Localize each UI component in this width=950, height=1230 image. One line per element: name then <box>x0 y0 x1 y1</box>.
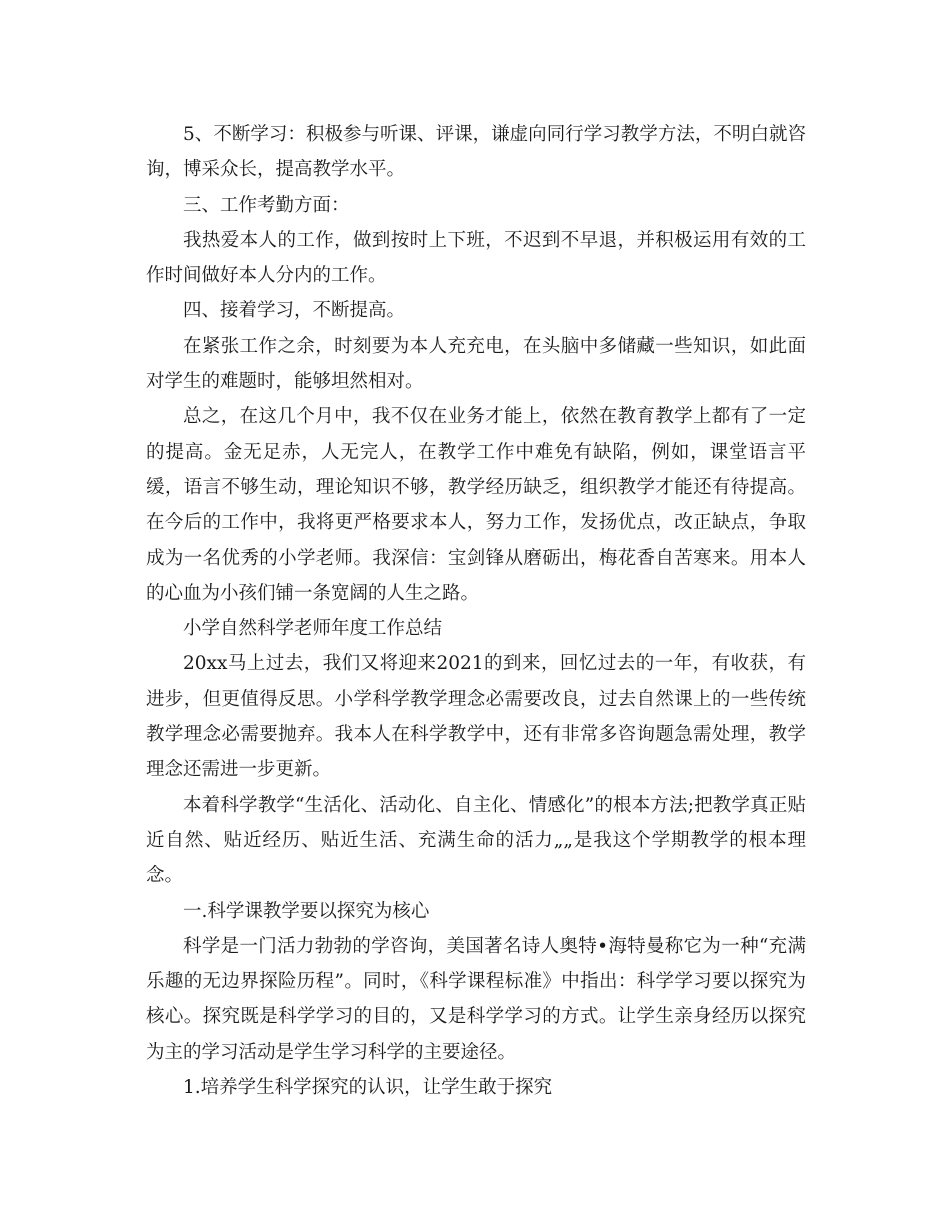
paragraph-teaching-philosophy: 本着科学教学“生活化、活动化、自主化、情感化”的根本方法;把教学真正贴近自然、贴近经历、贴近生活、充满生命的活力„„是我这个学期教学的根本理念。 <box>146 794 806 887</box>
section-title: 小学自然科学老师年度工作总结 <box>183 618 443 640</box>
heading-continue-learning: 四、接着学习，不断提高。 <box>183 300 406 322</box>
paragraph-recharge: 在紧张工作之余，时刻要为本人充充电，在头脑中多储藏一些知识，如此面对学生的难题时，能够坦然相对。 <box>146 335 806 393</box>
paragraph-science-inquiry: 科学是一门活力勃勃的学咨询，美国著名诗人奥特•海特曼称它为一种“充满乐趣的无边界探险历程”。同时，《科学课程标准》中指出：科学学习要以探究为核心。探究既是科学学习的目的，又是科学学习的方式。让学生亲身经历以探究为主的学习活动是学生学习科学的主要途径。 <box>146 935 806 1063</box>
paragraph-learning-item-5: 5、不断学习：积极参与听课、评课，谦虚向同行学习教学方法，不明白就咨询，博采众长，提高教学水平。 <box>146 124 806 181</box>
paragraph-summary: 总之，在这几个月中，我不仅在业务才能上，依然在教育教学上都有了一定的提高。金无足赤，人无完人，在教学工作中难免有缺陷，例如，课堂语言平缓，语言不够生动，理论知识不够，教学经历缺乏，组织教学才能还有待提高。在今后的工作中，我将更严格要求本人，努力工作，发扬优点，改正缺点，争取成为一名优秀的小学老师。我深信：宝剑锋从磨砺出，梅花香自苦寒来。用本人的心血为小孩们铺一条宽阔的人生之路。 <box>146 406 806 604</box>
paragraph-year-review: 20xx马上过去，我们又将迎来2021的到来，回忆过去的一年，有收获，有进步，但更值得反思。小学科学教学理念必需要改良，过去自然课上的一些传统教学理念必需要抛弃。我本人在科学教学中，还有非常多咨询题急需处理，教学理念还需进一步更新。 <box>146 653 806 781</box>
paragraph-attendance: 我热爱本人的工作，做到按时上下班，不迟到不早退，并积极运用有效的工作时间做好本人分内的工作。 <box>146 229 806 287</box>
heading-attendance: 三、工作考勤方面： <box>183 194 350 216</box>
heading-inquiry-core: 一.科学课教学要以探究为核心 <box>183 900 430 922</box>
document-body <box>146 117 806 1105</box>
heading-inquiry-awareness: 1.培养学生科学探究的认识，让学生敢于探究 <box>183 1077 553 1099</box>
